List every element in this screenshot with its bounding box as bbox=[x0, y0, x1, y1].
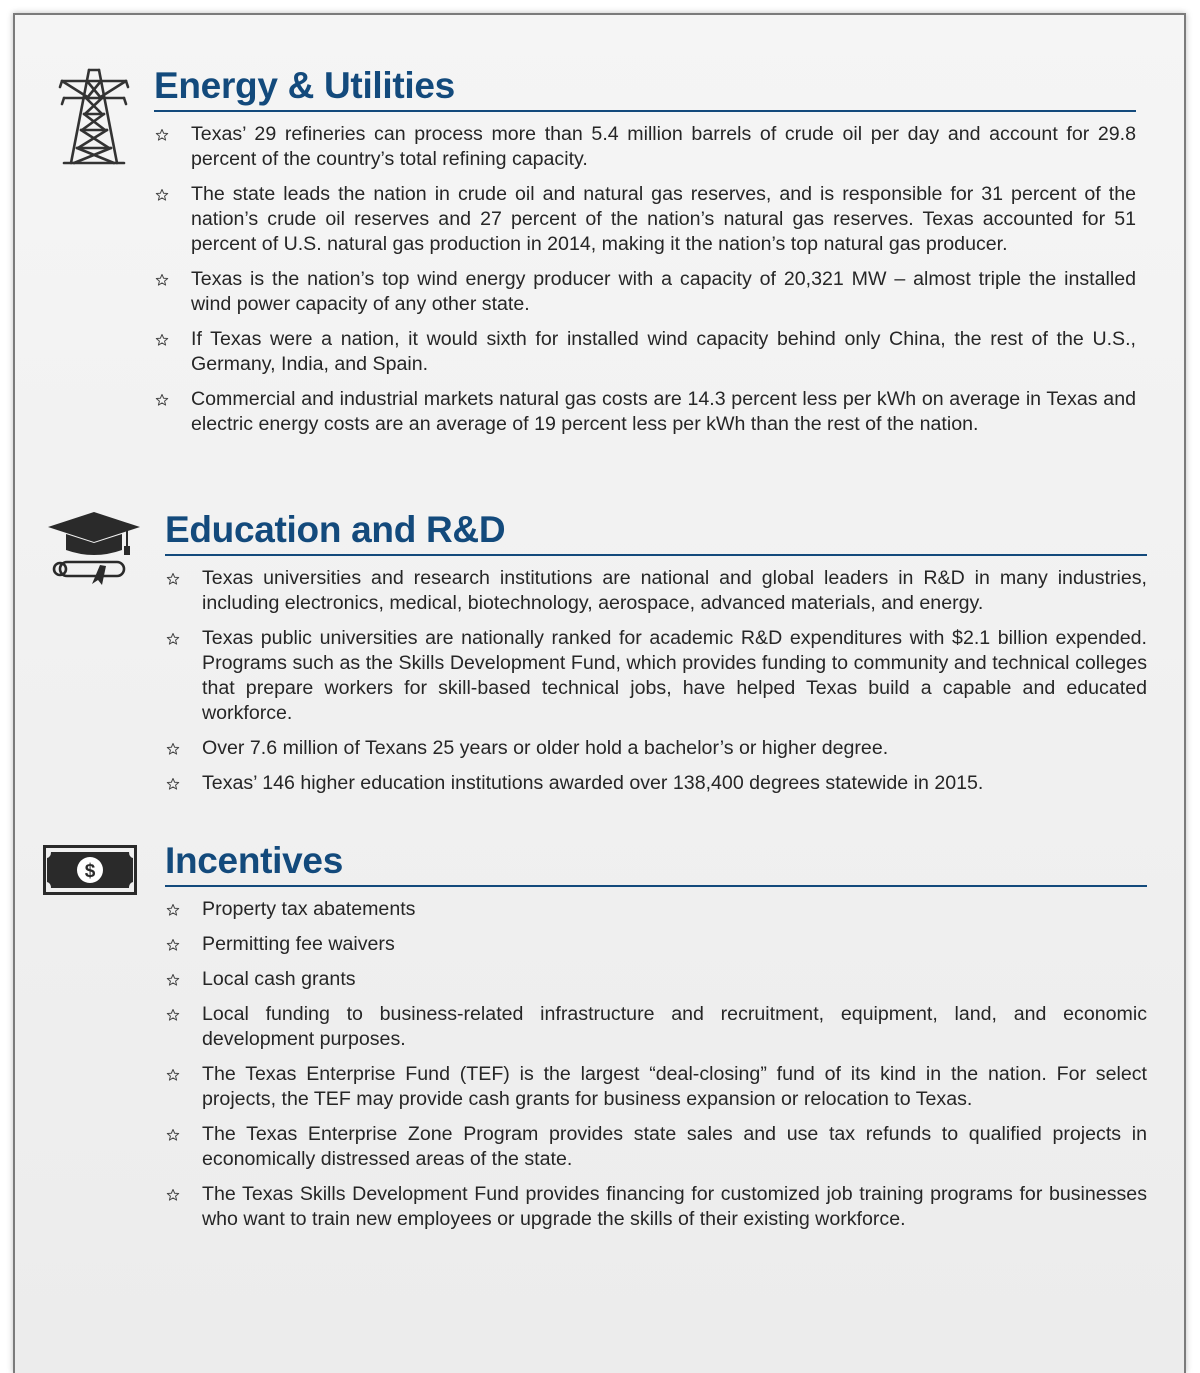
star-bullet-icon bbox=[154, 387, 170, 412]
star-bullet-icon bbox=[165, 1182, 181, 1207]
star-bullet-icon bbox=[165, 1002, 181, 1027]
star-bullet-icon bbox=[165, 1062, 181, 1087]
star-bullet-icon bbox=[165, 932, 181, 957]
list-item: Commercial and industrial markets natural gas costs are 14.3 percent less per kWh on average in Texas and electric energy costs are an average of 19 percent less per kWh than the rest of the nation. bbox=[154, 387, 1136, 437]
star-bullet-icon bbox=[154, 122, 170, 147]
list-item: If Texas were a nation, it would sixth for installed wind capacity behind only China, the rest of the U.S., Germany, India, and Spain. bbox=[154, 327, 1136, 377]
star-bullet-icon bbox=[165, 967, 181, 992]
star-bullet-icon bbox=[154, 267, 170, 292]
graduation-cap-icon bbox=[46, 510, 142, 586]
list-item: The Texas Enterprise Zone Program provides state sales and use tax refunds to qualified projects in economically distressed areas of the state. bbox=[165, 1122, 1147, 1172]
list-item: Texas’ 29 refineries can process more than 5.4 million barrels of crude oil per day and account for 29.8 percent of the country’s total refining capacity. bbox=[154, 122, 1136, 172]
list-item: Texas’ 146 higher education institutions awarded over 138,400 degrees statewide in 2015. bbox=[165, 771, 1147, 796]
list-item: Local funding to business-related infrastructure and recruitment, equipment, land, and economic development purposes. bbox=[165, 1002, 1147, 1052]
list-item: The state leads the nation in crude oil and natural gas reserves, and is responsible for 31 percent of the nation’s crude oil reserves and 27 percent of the nation’s natural gas reserves. Texas accounted for 51 percent of U.S. natural gas production in 2014, making it the nation’s top natural gas producer. bbox=[154, 182, 1136, 257]
power-tower-icon bbox=[58, 68, 130, 166]
list-item: Texas public universities are nationally ranked for academic R&D expenditures with $2.1 billion expended. Programs such as the Skills Development Fund, which provides funding to community and technical colleges that prepare workers for skill-based technical jobs, have helped Texas build a capable and educated workforce. bbox=[165, 626, 1147, 726]
section-title: Education and R&D bbox=[165, 510, 1147, 556]
svg-text:$: $ bbox=[84, 861, 96, 882]
star-bullet-icon bbox=[165, 626, 181, 651]
list-item: Texas universities and research institutions are national and global leaders in R&D in many industries, including electronics, medical, biotechnology, aerospace, advanced materials, and energy. bbox=[165, 566, 1147, 616]
list-item: Property tax abatements bbox=[165, 897, 1147, 922]
section-title: Energy & Utilities bbox=[154, 66, 1136, 112]
list-item: The Texas Skills Development Fund provides financing for customized job training programs for businesses who want to train new employees or upgrade the skills of their existing workforce. bbox=[165, 1182, 1147, 1232]
list-item: Permitting fee waivers bbox=[165, 932, 1147, 957]
section-title: Incentives bbox=[165, 841, 1147, 887]
star-bullet-icon bbox=[165, 897, 181, 922]
star-bullet-icon bbox=[165, 771, 181, 796]
dollar-bill-icon bbox=[43, 845, 137, 895]
list-item: Over 7.6 million of Texans 25 years or older hold a bachelor’s or higher degree. bbox=[165, 736, 1147, 761]
star-bullet-icon bbox=[165, 736, 181, 761]
star-bullet-icon bbox=[165, 1122, 181, 1147]
list-item: The Texas Enterprise Fund (TEF) is the largest “deal-closing” fund of its kind in the nation. For select projects, the TEF may provide cash grants for business expansion or relocation to Texas. bbox=[165, 1062, 1147, 1112]
list-item: Local cash grants bbox=[165, 967, 1147, 992]
bullet-list bbox=[154, 122, 1136, 447]
star-bullet-icon bbox=[154, 182, 170, 207]
bullet-list bbox=[165, 566, 1147, 806]
star-bullet-icon bbox=[165, 566, 181, 591]
bullet-list bbox=[165, 897, 1147, 1242]
star-bullet-icon bbox=[154, 327, 170, 352]
list-item: Texas is the nation’s top wind energy producer with a capacity of 20,321 MW – almost triple the installed wind power capacity of any other state. bbox=[154, 267, 1136, 317]
